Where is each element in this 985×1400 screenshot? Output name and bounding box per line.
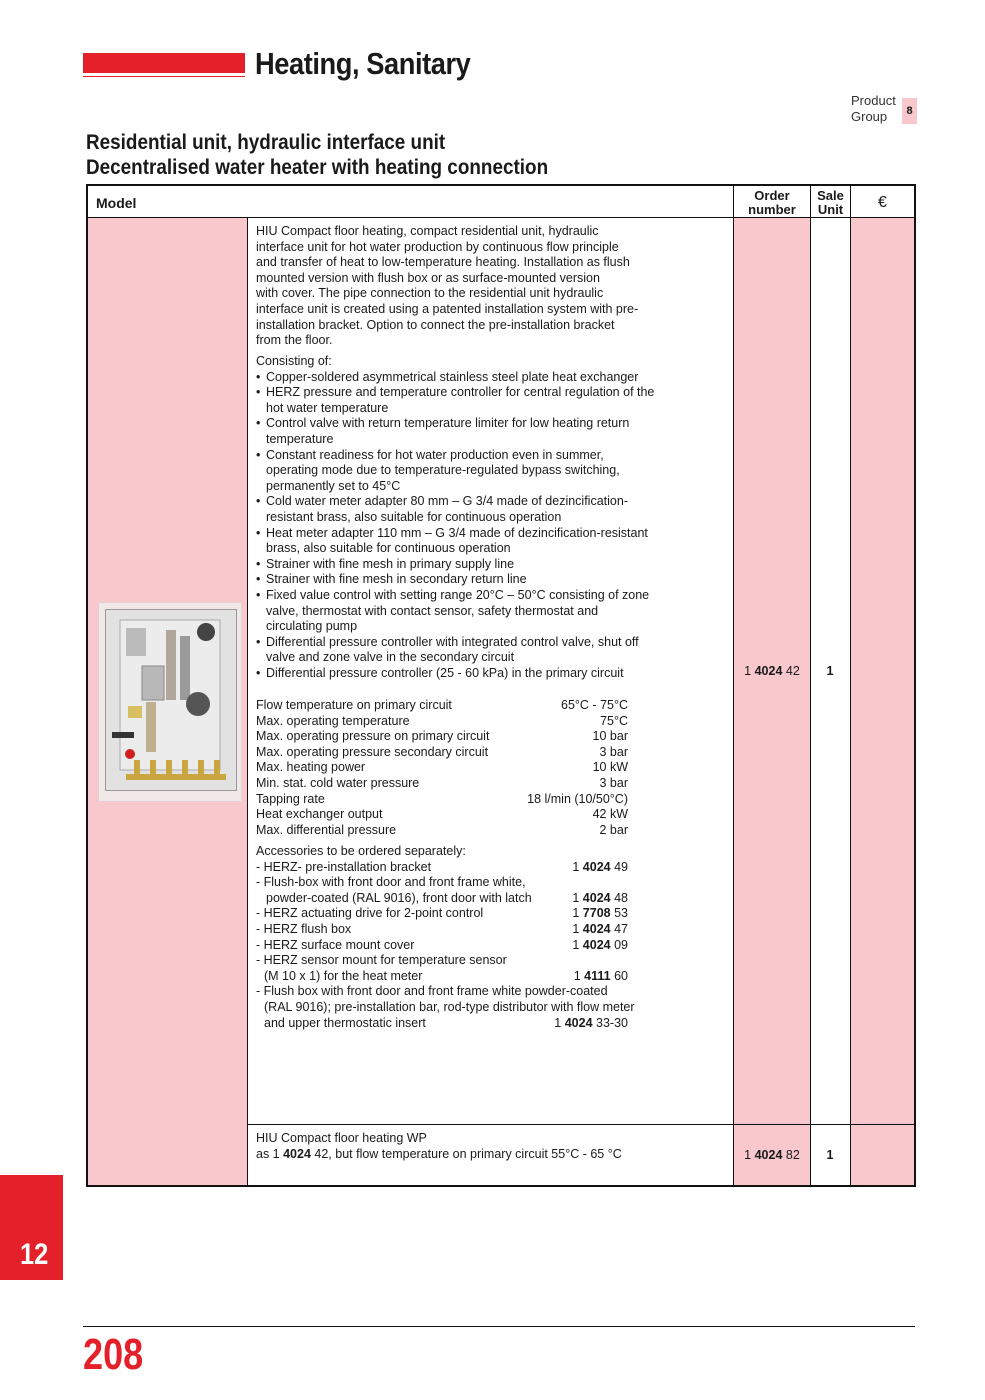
column-header-unit: Sale Unit: [817, 188, 844, 217]
accessory-row: - HERZ actuating drive for 2-point control 1 7708 53: [256, 906, 628, 921]
accessories-list: Accessories to be ordered separately: - HERZ- pre-installation bracket 1 4024 49 - Flush-box with front door and front frame white, powder-coated (RAL 9016), front door with latch 1 4024 48 - HERZ actuating drive for 2-point control 1 7708 53 - HERZ flush box 1 4024 47 - HERZ surface mount cover 1 4024 09 - HERZ sensor mount for temperature sensor (M 10 x 1) for the heat meter 1 4111 60 - Flush box with front door and front frame white powder-coated (RAL 9016); pre-installation bar, rod-type distributor with flow meter and upper thermostatic insert 1 4024 33-30: [256, 844, 635, 1030]
order-column-bg: [734, 218, 810, 1185]
column-header-model: Model: [96, 195, 137, 211]
accessory-row: (M 10 x 1) for the heat meter 1 4111 60: [264, 968, 628, 983]
spec-row: Tapping rate 18 l/min (10/50°C): [256, 791, 628, 806]
product-variant-description: HIU Compact floor heating WP as 1 4024 42, but flow temperature on primary circuit 55°C - 65 °C: [256, 1131, 622, 1161]
spec-row: Max. operating temperature 75°C: [256, 713, 628, 728]
accessory-row: - HERZ surface mount cover 1 4024 09: [256, 937, 628, 952]
sale-unit: 1: [826, 1148, 834, 1162]
list-item: • Control valve with return temperature limiter for low heating return temperature: [256, 416, 656, 447]
product-description: HIU Compact floor heating, compact residential unit, hydraulic interface unit for hot water production by continuous flow principle and transfer of heat to low-temperature heating. Installation as flush mounted version with flush box or as surface-mounted version with cover. The pipe connection to the residential unit hydraulic interface unit is created using a patented installation system with pre- installation bracket. Option to connect the pre-installation bracket from the floor.: [256, 224, 639, 348]
spec-row: Flow temperature on primary circuit 65°C - 75°C: [256, 698, 628, 712]
row-divider: [247, 1124, 914, 1125]
product-group-badge: 8: [902, 98, 917, 124]
list-item: • Copper-soldered asymmetrical stainless steel plate heat exchanger: [256, 370, 656, 386]
components-list: Consisting of: • Copper-soldered asymmetrical stainless steel plate heat exchanger • HERZ pressure and temperature controller for central regulation of the hot water temperature • Control valve with return temperature limiter for low heating return temperature • Constant readiness for hot water production even in summer, operating mode due to temperature-regulated bypass switching, permanently set to 45°C • Cold water meter adapter 80 mm – G 3/4 made of dezincification-resistant brass, also suitable for continuous operation • Heat meter adapter 110 mm – G 3/4 made of dezincification-resistant brass, also suitable for continuous operation • Strainer with fine mesh in primary supply line • Strainer with fine mesh in secondary return line • Fixed value control with setting range 20°C – 50°C consisting of zone valve, thermostat with contact sensor, safety thermostat and circulating pump • Differential pressure controller with integrated control valve, shut off valve and zone valve in the secondary circuit • Differential pressure controller (25 - 60 kPa) in the primary circuit: [256, 354, 656, 681]
technical-specs: [256, 698, 628, 838]
list-item: • Fixed value control with setting range 20°C – 50°C consisting of zone valve, thermostat with contact sensor, safety thermostat and circulating pump: [256, 588, 656, 635]
product-table: [86, 184, 916, 1187]
page-number: 208: [83, 1330, 144, 1379]
product-image: [98, 602, 242, 802]
chapter-number: 12: [20, 1238, 49, 1271]
accessory-row: - HERZ flush box 1 4024 47: [256, 921, 628, 936]
col-divider-desc: [733, 186, 734, 1185]
list-item: • Constant readiness for hot water production even in summer, operating mode due to temperature-regulated bypass switching, permanently set to 45°C: [256, 448, 656, 495]
spec-row: Max. operating pressure secondary circuit 3 bar: [256, 744, 628, 759]
list-item: • Differential pressure controller with integrated control valve, shut off valve and zone valve in the secondary circuit: [256, 635, 656, 666]
list-item: • Strainer with fine mesh in primary supply line: [256, 557, 656, 573]
order-number: 1 4024 42: [744, 664, 800, 678]
spec-row: Min. stat. cold water pressure 3 bar: [256, 775, 628, 790]
header-accent-line: [83, 76, 245, 77]
euro-icon: €: [878, 194, 887, 211]
col-divider-unit: [850, 186, 851, 1185]
spec-row: Max. differential pressure 2 bar: [256, 822, 628, 837]
header-divider: [88, 217, 914, 218]
spec-row: Max. operating pressure on primary circuit 10 bar: [256, 729, 628, 744]
sale-unit: 1: [826, 664, 834, 678]
page-title: Heating, Sanitary: [255, 46, 471, 81]
accessory-row: - HERZ- pre-installation bracket 1 4024 49: [256, 859, 628, 874]
spec-row: Max. heating power 10 kW: [256, 760, 628, 775]
hydraulic-unit-drawing: [106, 610, 236, 790]
product-group-label: Product Group: [851, 93, 896, 124]
header-accent-bar: [83, 53, 245, 73]
accessory-row: and upper thermostatic insert 1 4024 33-30: [264, 1015, 628, 1030]
section-subtitle: Residential unit, hydraulic interface unit Decentralised water heater with heating connection: [86, 131, 549, 179]
spec-row: Heat exchanger output 42 kW: [256, 807, 628, 822]
col-divider-model: [247, 217, 248, 1185]
order-number: 1 4024 82: [744, 1148, 800, 1162]
column-header-order: Order number: [748, 188, 796, 217]
footer-rule: [83, 1326, 915, 1327]
price-column-bg: [851, 218, 914, 1185]
list-item: • HERZ pressure and temperature controller for central regulation of the hot water temperature: [256, 385, 656, 416]
list-item: • Differential pressure controller (25 - 60 kPa) in the primary circuit: [256, 666, 656, 682]
unit-cabinet-illustration: [105, 609, 237, 791]
list-item: • Strainer with fine mesh in secondary return line: [256, 572, 656, 588]
accessory-row: powder-coated (RAL 9016), front door with latch 1 4024 48: [266, 890, 628, 905]
list-item: • Cold water meter adapter 80 mm – G 3/4 made of dezincification-resistant brass, also suitable for continuous operation: [256, 494, 656, 525]
list-item: • Heat meter adapter 110 mm – G 3/4 made of dezincification-resistant brass, also suitable for continuous operation: [256, 526, 656, 557]
col-divider-order: [810, 186, 811, 1185]
